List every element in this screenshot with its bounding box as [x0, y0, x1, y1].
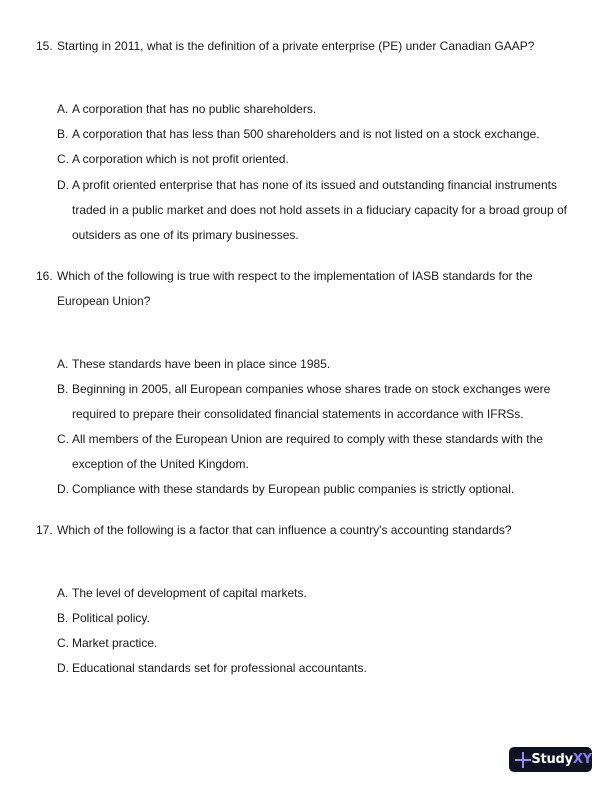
logo-text-accent: XY — [572, 752, 592, 767]
studyxy-logo[interactable] — [509, 747, 592, 772]
question-17-option-c — [57, 631, 577, 656]
option-text: A corporation that has less than 500 shareholders and is not listed on a stock exchange. — [72, 127, 540, 141]
question-number: 16. — [36, 269, 53, 283]
plus-icon — [515, 752, 527, 768]
option-letter: A. — [57, 586, 69, 600]
question-number: 17. — [36, 523, 53, 537]
logo-text — [531, 752, 592, 767]
question-16-stem — [36, 264, 576, 314]
question-15-option-a — [57, 97, 577, 122]
question-number: 15. — [36, 39, 53, 53]
option-letter: B. — [57, 127, 69, 141]
question-15-option-b — [57, 122, 577, 147]
option-text: These standards have been in place since 1985. — [72, 357, 331, 371]
option-letter: D. — [57, 482, 69, 496]
option-letter: A. — [57, 102, 69, 116]
option-text: A profit oriented enterprise that has none of its issued and outstanding financial instruments traded in a public market and does not hold assets in a fiduciary capacity for a broad group of outsiders as one of its primary businesses. — [72, 178, 567, 242]
question-17-option-a — [57, 581, 577, 606]
option-letter: B. — [57, 611, 69, 625]
question-text: Starting in 2011, what is the definition of a private enterprise (PE) under Canadian GAAP? — [57, 39, 535, 53]
option-letter: D. — [57, 661, 69, 675]
question-text: Which of the following is a factor that can influence a country's accounting standards? — [57, 523, 512, 537]
option-letter: D. — [57, 178, 69, 192]
option-text: Beginning in 2005, all European companies whose shares trade on stock exchanges were required to prepare their consolidated financial statements in accordance with IFRSs. — [72, 382, 551, 421]
question-17-option-d — [57, 656, 577, 681]
question-15-stem — [36, 34, 576, 59]
option-text: Educational standards set for professional accountants. — [72, 661, 367, 675]
question-15-option-d — [57, 173, 577, 248]
question-17-option-b — [57, 606, 577, 631]
option-letter: C. — [57, 432, 69, 446]
question-17-stem — [36, 518, 576, 543]
option-letter: C. — [57, 636, 69, 650]
option-text: The level of development of capital markets. — [72, 586, 307, 600]
logo-text-main: Study — [531, 752, 573, 767]
question-15-option-c — [57, 147, 577, 172]
option-letter: B. — [57, 382, 69, 396]
option-text: Political policy. — [72, 611, 150, 625]
option-text: All members of the European Union are required to comply with these standards with the exception of the United Kingdom. — [72, 432, 543, 471]
question-16-option-d — [57, 477, 577, 502]
option-text: A corporation which is not profit oriented. — [72, 152, 289, 166]
option-letter: C. — [57, 152, 69, 166]
question-16-option-b — [57, 377, 577, 427]
question-text: Which of the following is true with respect to the implementation of IASB standards for the European Union? — [57, 269, 533, 308]
option-text: Market practice. — [72, 636, 158, 650]
option-text: Compliance with these standards by European public companies is strictly optional. — [72, 482, 515, 496]
option-letter: A. — [57, 357, 69, 371]
option-text: A corporation that has no public shareholders. — [72, 102, 317, 116]
question-16-option-c — [57, 427, 577, 477]
question-16-option-a — [57, 352, 577, 377]
